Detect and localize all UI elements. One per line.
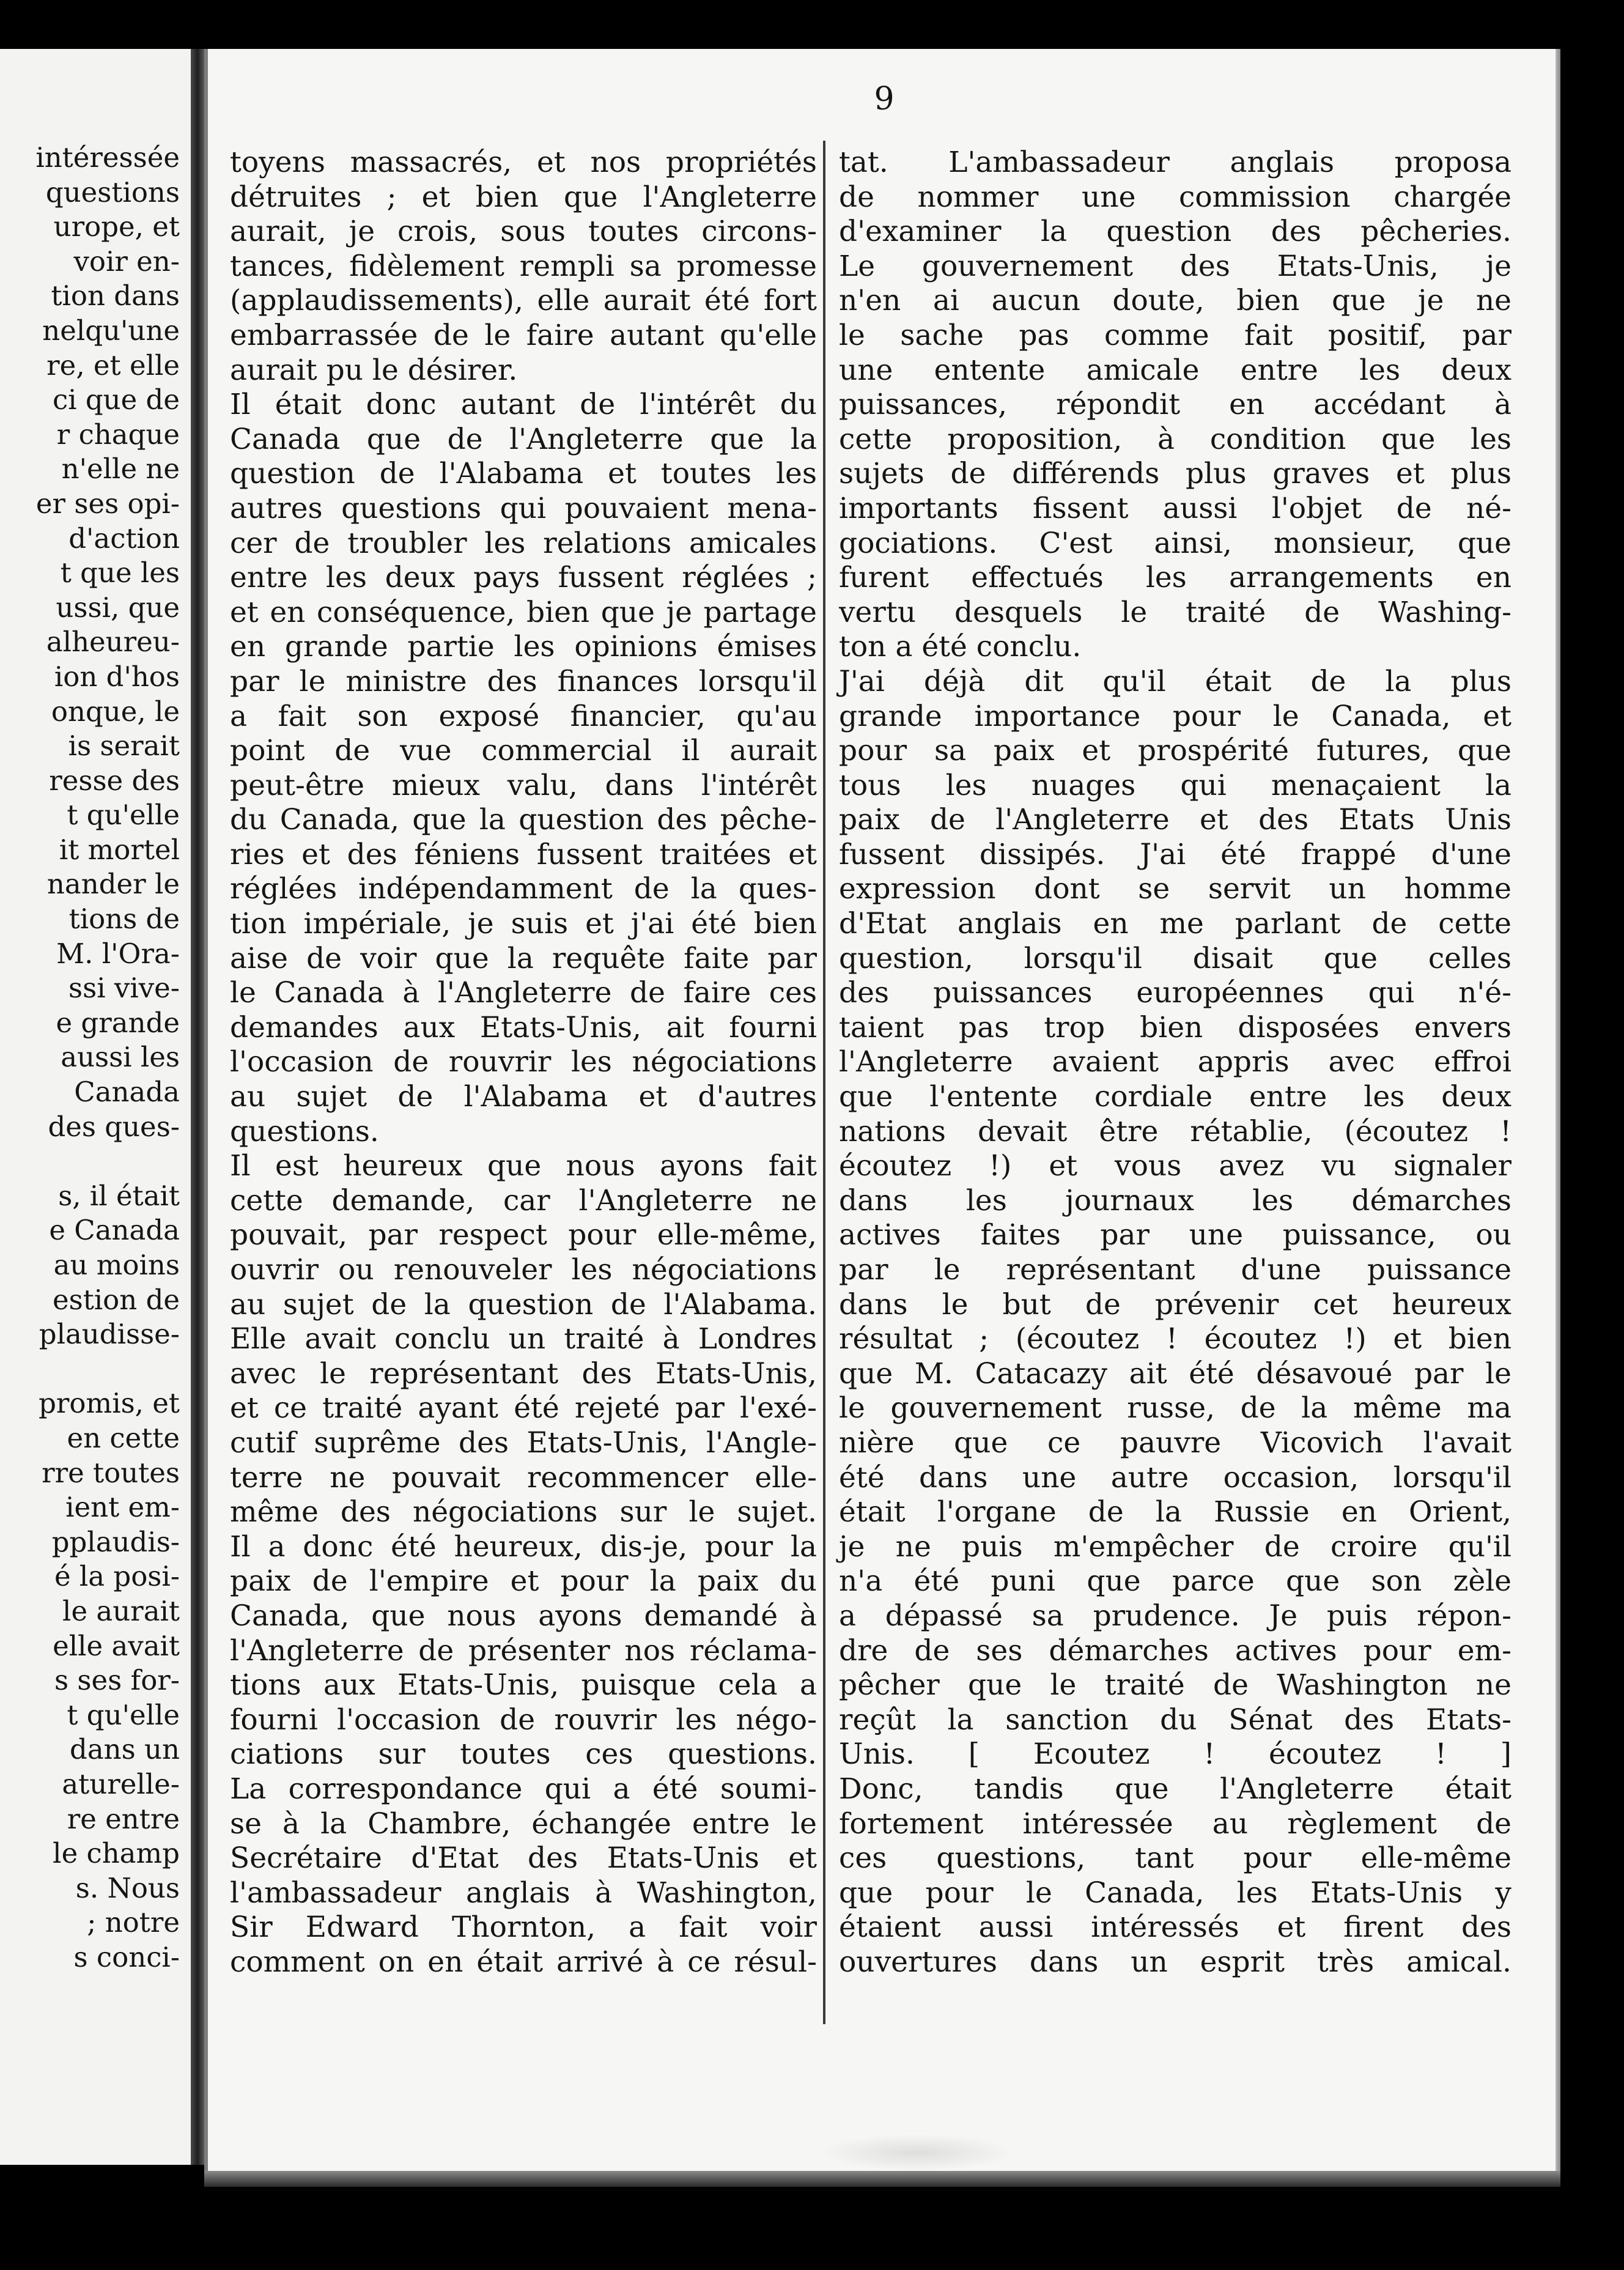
text-line: gociations. C'est ainsi, monsieur, que — [839, 526, 1511, 560]
text-line: t qu'elle — [67, 799, 180, 832]
text-line: é la posi- — [54, 1560, 180, 1593]
text-line: M. l'Ora- — [56, 937, 180, 970]
text-line: onque, le — [51, 695, 180, 728]
text-line: elle avait — [53, 1629, 180, 1662]
text-line: au sujet de l'Alabama et d'autres — [230, 1080, 817, 1114]
text-line: vertu desquels le traité de Washing- — [839, 595, 1511, 629]
text-line: de nommer une commission chargée — [839, 180, 1511, 214]
text-line: aurait, je crois, sous toutes circons- — [230, 215, 817, 249]
text-line: détruites ; et bien que l'Angleterre — [230, 180, 817, 214]
text-line: pêcher que le traité de Washington ne — [839, 1668, 1511, 1703]
text-line: fortement intéressée au règlement de — [839, 1806, 1511, 1841]
text-line: urope, et — [53, 210, 180, 243]
text-line: voir en- — [73, 245, 180, 278]
text-line: ssi vive- — [68, 972, 180, 1005]
text-line: question, lorsqu'il disait que celles — [839, 941, 1511, 975]
text-line: dre de ses démarches actives pour em- — [839, 1633, 1511, 1668]
text-line: tions aux Etats-Unis, puisque cela a — [230, 1668, 817, 1703]
text-line: n'elle ne — [61, 453, 180, 486]
text-line: re, et elle — [46, 349, 180, 382]
middle-text-column — [230, 146, 817, 1980]
text-line: en cette — [67, 1421, 180, 1454]
text-line: Unis. [ Ecoutez ! écoutez ! ] — [839, 1737, 1511, 1772]
text-line: nander le — [46, 868, 180, 901]
text-line: et ce traité ayant été rejeté par l'exé- — [230, 1391, 817, 1425]
text-line: is serait — [68, 730, 180, 763]
text-line: t que les — [60, 556, 180, 590]
text-line: ussi, que — [56, 591, 180, 624]
text-line: le gouvernement russe, de la même ma — [839, 1391, 1511, 1425]
text-line: des ques- — [48, 1110, 180, 1143]
text-line: autres questions qui pouvaient mena- — [230, 491, 817, 525]
text-line: pour sa paix et prospérité futures, que — [839, 734, 1511, 768]
text-line: intéressée — [35, 141, 180, 174]
text-line: s ses for- — [54, 1664, 180, 1697]
text-line: pplaudis- — [51, 1525, 180, 1558]
text-line: nelqu'une — [42, 314, 180, 347]
book-page — [204, 49, 1560, 2171]
text-line: Elle avait conclu un traité à Londres — [230, 1322, 817, 1356]
text-line: paix de l'empire et pour la paix du — [230, 1564, 817, 1599]
text-line: er ses opi- — [35, 487, 180, 520]
text-line: actives faites par une puissance, ou — [839, 1218, 1511, 1252]
text-line: par le ministre des finances lorsqu'il — [230, 664, 817, 698]
text-line: l'Angleterre de présenter nos réclama- — [230, 1633, 817, 1668]
text-line: r chaque — [56, 418, 180, 451]
text-line: furent effectués les arrangements en — [839, 561, 1511, 595]
text-line: Il était donc autant de l'intérêt du — [230, 388, 817, 422]
text-line: reçût la sanction du Sénat des Etats- — [839, 1703, 1511, 1737]
text-line: le sache pas comme fait positif, par — [839, 318, 1511, 352]
text-line: demandes aux Etats-Unis, ait fourni — [230, 1010, 817, 1044]
text-line: entre les deux pays fussent réglées ; — [230, 561, 817, 595]
text-line: Sir Edward Thornton, a fait voir — [230, 1910, 817, 1945]
text-line — [35, 1144, 180, 1179]
text-line: questions — [45, 176, 180, 209]
text-line: s, il était — [58, 1179, 180, 1212]
text-line: Secrétaire d'Etat des Etats-Unis et — [230, 1841, 817, 1876]
text-line: e Canada — [49, 1214, 180, 1247]
text-line: le Canada à l'Angleterre de faire ces — [230, 976, 817, 1010]
text-line: ton a été conclu. — [839, 630, 1082, 664]
text-line: ciations sur toutes ces questions. — [230, 1737, 817, 1772]
text-line: tat. L'ambassadeur anglais proposa — [839, 146, 1511, 179]
text-line: d'examiner la question des pêcheries. — [839, 215, 1511, 249]
text-line: n'en ai aucun doute, bien que je ne — [839, 284, 1511, 318]
text-line: toyens massacrés, et nos propriétés — [230, 146, 817, 179]
text-line: étaient aussi intéressés et firent des — [839, 1910, 1511, 1945]
text-line: paix de l'Angleterre et des Etats Unis — [839, 803, 1511, 837]
text-line: pouvait, par respect pour elle-même, — [230, 1218, 817, 1252]
text-line: dans un — [70, 1733, 180, 1766]
text-line: taient pas trop bien disposées envers — [839, 1010, 1511, 1044]
text-line: a fait son exposé financier, qu'au — [230, 699, 817, 733]
text-line: it mortel — [59, 833, 180, 866]
text-line: cer de troubler les relations amicales — [230, 526, 817, 560]
text-line: même des négociations sur le sujet. — [230, 1495, 817, 1529]
text-line: (applaudissements), elle aurait été fort — [230, 284, 817, 318]
text-line: question de l'Alabama et toutes les — [230, 457, 817, 491]
column-divider — [823, 141, 825, 2024]
page-bottom-edge — [204, 2171, 1560, 2187]
text-line: fussent dissipés. J'ai été frappé d'une — [839, 837, 1511, 871]
text-line: tions de — [68, 903, 180, 936]
text-line: aurait pu le désirer. — [230, 353, 518, 387]
text-line: avec le représentant des Etats-Unis, — [230, 1356, 817, 1391]
text-line: dans les journaux les démarches — [839, 1183, 1511, 1218]
text-line: d'action — [68, 522, 180, 555]
text-line: re entre — [67, 1802, 180, 1835]
text-line: ci que de — [52, 383, 180, 416]
page-smudge — [819, 2134, 1015, 2171]
text-line: point de vue commercial il aurait — [230, 734, 817, 768]
text-line: nière que ce pauvre Vicovich l'avait — [839, 1425, 1511, 1460]
text-line: au sujet de la question de l'Alabama. — [230, 1287, 817, 1322]
text-line: La correspondance qui a été soumi- — [230, 1772, 817, 1806]
text-line: ries et des féniens fussent traitées et — [230, 837, 817, 871]
text-line: s conci- — [73, 1940, 180, 1973]
text-line: cette proposition, à condition que les — [839, 422, 1511, 456]
page-number: 9 — [874, 81, 895, 117]
text-line: ces questions, tant pour elle-même — [839, 1841, 1511, 1876]
page-edge-shadow — [1556, 49, 1560, 2171]
text-line: aturelle- — [62, 1767, 180, 1800]
text-line: Il a donc été heureux, dis-je, pour la — [230, 1529, 817, 1564]
previous-page-text-column — [35, 141, 180, 1975]
text-line: expression dont se servit un homme — [839, 872, 1511, 906]
text-line: été dans une autre occasion, lorsqu'il — [839, 1460, 1511, 1495]
text-line: dans le but de prévenir cet heureux — [839, 1287, 1511, 1322]
text-line: Canada, que nous ayons demandé à — [230, 1599, 817, 1633]
text-line: a dépassé sa prudence. Je puis répon- — [839, 1599, 1511, 1633]
text-line: tous les nuages qui menaçaient la — [839, 768, 1511, 802]
text-line: était l'organe de la Russie en Orient, — [839, 1495, 1511, 1529]
text-line: plaudisse- — [39, 1318, 180, 1351]
text-line: Le gouvernement des Etats-Unis, je — [839, 249, 1511, 283]
text-line: embarrassée de le faire autant qu'elle — [230, 318, 817, 352]
text-line: rre toutes — [42, 1456, 180, 1489]
text-line: que l'entente cordiale entre les deux — [839, 1080, 1511, 1114]
previous-page-fragment — [0, 49, 191, 2165]
text-line: Donc, tandis que l'Angleterre était — [839, 1772, 1511, 1806]
text-line: Il est heureux que nous ayons fait — [230, 1149, 817, 1183]
text-line: résultat ; (écoutez ! écoutez !) et bien — [839, 1322, 1511, 1356]
text-line — [35, 1352, 180, 1387]
text-line: et en conséquence, bien que je partage — [230, 595, 817, 629]
text-line: resse des — [49, 764, 180, 797]
text-line: écoutez !) et vous avez vu signaler — [839, 1149, 1511, 1183]
text-line: J'ai déjà dit qu'il était de la plus — [839, 664, 1511, 698]
text-line: fourni l'occasion de rouvrir les négo- — [230, 1703, 817, 1737]
text-line: du Canada, que la question des pêche- — [230, 803, 817, 837]
text-line: grande importance pour le Canada, et — [839, 699, 1511, 733]
text-line: se à la Chambre, échangée entre le — [230, 1806, 817, 1841]
text-line: ouvertures dans un esprit très amical. — [839, 1945, 1511, 1979]
text-line: Canada que de l'Angleterre que la — [230, 422, 817, 456]
text-line: réglées indépendamment de la ques- — [230, 872, 817, 906]
text-line: Canada — [74, 1076, 180, 1109]
text-line: aise de voir que la requête faite par — [230, 941, 817, 975]
text-line: comment on en était arrivé à ce résul- — [230, 1945, 817, 1979]
text-line: au moins — [53, 1249, 180, 1281]
text-line: questions. — [230, 1114, 379, 1148]
text-line: tion dans — [51, 279, 180, 312]
text-line: t qu'elle — [67, 1698, 180, 1731]
text-line: e grande — [56, 1006, 180, 1039]
right-text-column — [839, 146, 1511, 1980]
text-line: des puissances européennes qui n'é- — [839, 976, 1511, 1010]
text-line: que pour le Canada, les Etats-Unis y — [839, 1876, 1511, 1910]
text-line: d'Etat anglais en me parlant de cette — [839, 907, 1511, 941]
book-gutter — [191, 49, 204, 2165]
text-line: une entente amicale entre les deux — [839, 353, 1511, 387]
text-line: alheureu- — [46, 626, 180, 659]
text-line: aussi les — [61, 1041, 180, 1074]
text-line: nations devait être rétablie, (écoutez ! — [839, 1114, 1511, 1148]
text-line: estion de — [52, 1283, 180, 1316]
text-line: par le représentant d'une puissance — [839, 1253, 1511, 1287]
text-line: importants fissent aussi l'objet de né- — [839, 491, 1511, 525]
text-line: promis, et — [39, 1387, 180, 1420]
text-line: ouvrir ou renouveler les négociations — [230, 1253, 817, 1287]
text-line: ient em- — [65, 1491, 180, 1524]
text-line: l'occasion de rouvrir les négociations — [230, 1045, 817, 1079]
text-line: le aurait — [62, 1594, 180, 1627]
text-line: je ne puis m'empêcher de croire qu'il — [839, 1529, 1511, 1564]
text-line: ; notre — [87, 1906, 180, 1939]
text-line: s. Nous — [75, 1871, 180, 1904]
text-line: ion d'hos — [54, 660, 180, 693]
text-line: l'ambassadeur anglais à Washington, — [230, 1876, 817, 1910]
text-line: peut-être mieux valu, dans l'intérêt — [230, 768, 817, 802]
text-line: terre ne pouvait recommencer elle- — [230, 1460, 817, 1495]
text-line: tances, fidèlement rempli sa promesse — [230, 249, 817, 283]
text-line: tion impériale, je suis et j'ai été bien — [230, 907, 817, 941]
text-line: puissances, répondit en accédant à — [839, 388, 1511, 422]
text-line: que M. Catacazy ait été désavoué par le — [839, 1356, 1511, 1391]
text-line: sujets de différends plus graves et plus — [839, 457, 1511, 491]
text-line: cette demande, car l'Angleterre ne — [230, 1183, 817, 1218]
text-line: l'Angleterre avaient appris avec effroi — [839, 1045, 1511, 1079]
text-line: en grande partie les opinions émises — [230, 630, 817, 664]
text-line: le champ — [53, 1837, 180, 1870]
text-line: cutif suprême des Etats-Unis, l'Angle- — [230, 1425, 817, 1460]
text-line: n'a été puni que parce que son zèle — [839, 1564, 1511, 1599]
